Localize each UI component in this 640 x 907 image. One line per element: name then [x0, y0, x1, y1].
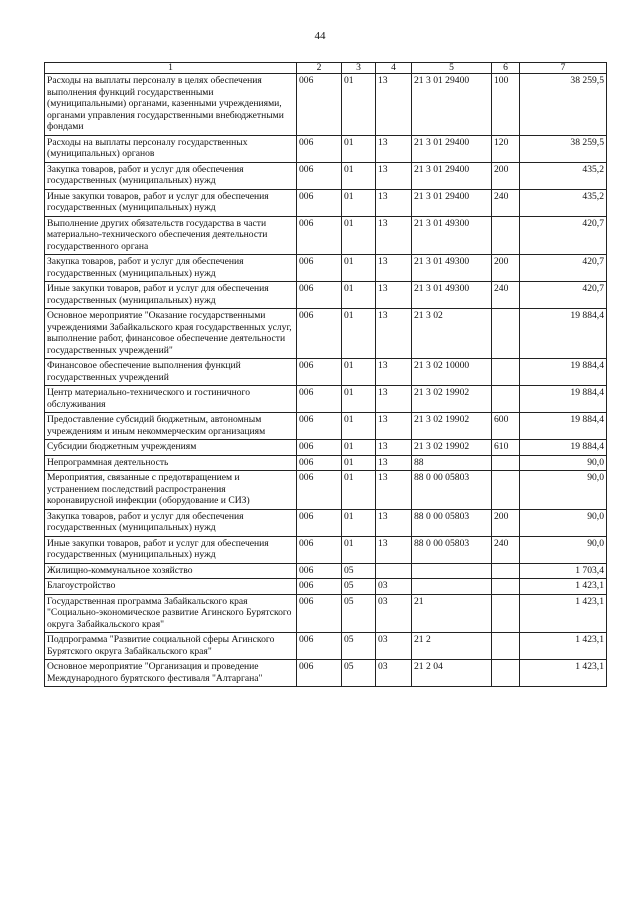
row-name-cell: Мероприятия, связанные с предотвращением и устранением последствий распространения коронавирусной инфекции (оборудование и СИЗ) — [45, 471, 297, 510]
row-subsection-cell: 13 — [376, 162, 412, 189]
table-row — [45, 579, 607, 595]
row-name-cell: Основное мероприятие "Оказание государственными учреждениями Забайкальского края государственных услуг, выполнение работ, финансовое обеспечение деятельности государственных учреждений" — [45, 309, 297, 359]
row-target-article-cell: 21 3 01 29400 — [412, 189, 492, 216]
row-section-cell: 05 — [342, 660, 376, 687]
table-row — [45, 216, 607, 255]
row-name-cell: Расходы на выплаты персоналу государственных (муниципальных) органов — [45, 135, 297, 162]
row-amount-cell: 90,0 — [520, 536, 607, 563]
row-grbs-cell: 006 — [297, 135, 342, 162]
row-subsection-cell: 03 — [376, 579, 412, 595]
row-amount-cell: 38 259,5 — [520, 74, 607, 136]
row-amount-cell: 420,7 — [520, 216, 607, 255]
row-target-article-cell: 21 3 01 29400 — [412, 74, 492, 136]
table-row — [45, 660, 607, 687]
row-subsection-cell: 13 — [376, 282, 412, 309]
row-name-cell: Закупка товаров, работ и услуг для обеспечения государственных (муниципальных) нужд — [45, 255, 297, 282]
table-row — [45, 386, 607, 413]
row-subsection-cell: 13 — [376, 359, 412, 386]
row-expense-type-cell — [492, 579, 520, 595]
row-subsection-cell: 13 — [376, 455, 412, 471]
row-name-cell: Непрограммная деятельность — [45, 455, 297, 471]
table-row — [45, 189, 607, 216]
row-target-article-cell: 21 3 01 49300 — [412, 255, 492, 282]
row-section-cell: 01 — [342, 471, 376, 510]
row-amount-cell: 19 884,4 — [520, 413, 607, 440]
row-section-cell: 01 — [342, 74, 376, 136]
budget-table — [44, 62, 607, 687]
row-target-article-cell: 21 2 04 — [412, 660, 492, 687]
row-amount-cell: 19 884,4 — [520, 359, 607, 386]
row-section-cell: 01 — [342, 189, 376, 216]
row-name-cell: Расходы на выплаты персоналу в целях обеспечения выполнения функций государственными (муниципальными) органами, казенными учреждениями, органами управления государственными внебюджетными фондами — [45, 74, 297, 136]
table-row — [45, 74, 607, 136]
row-amount-cell: 1 703,4 — [520, 563, 607, 579]
row-amount-cell: 90,0 — [520, 455, 607, 471]
table-row — [45, 455, 607, 471]
table-row — [45, 135, 607, 162]
row-section-cell: 05 — [342, 633, 376, 660]
row-expense-type-cell — [492, 471, 520, 510]
row-name-cell: Иные закупки товаров, работ и услуг для обеспечения государственных (муниципальных) нужд — [45, 189, 297, 216]
row-grbs-cell: 006 — [297, 282, 342, 309]
row-section-cell: 01 — [342, 309, 376, 359]
row-subsection-cell: 03 — [376, 633, 412, 660]
row-target-article-cell: 21 3 02 19902 — [412, 413, 492, 440]
row-subsection-cell: 13 — [376, 189, 412, 216]
row-name-cell: Основное мероприятие "Организация и проведение Международного бурятского фестиваля "Алтаргана" — [45, 660, 297, 687]
row-amount-cell: 435,2 — [520, 189, 607, 216]
row-grbs-cell: 006 — [297, 162, 342, 189]
row-target-article-cell: 21 — [412, 594, 492, 633]
row-grbs-cell: 006 — [297, 386, 342, 413]
row-section-cell: 01 — [342, 135, 376, 162]
row-name-cell: Подпрограмма "Развитие социальной сферы Агинского Бурятского округа Забайкальского края" — [45, 633, 297, 660]
row-amount-cell: 38 259,5 — [520, 135, 607, 162]
row-grbs-cell: 006 — [297, 509, 342, 536]
row-section-cell: 01 — [342, 386, 376, 413]
row-subsection-cell — [376, 563, 412, 579]
row-section-cell: 01 — [342, 440, 376, 456]
row-subsection-cell: 13 — [376, 536, 412, 563]
row-name-cell: Иные закупки товаров, работ и услуг для обеспечения государственных (муниципальных) нужд — [45, 282, 297, 309]
column-header-3: 3 — [342, 63, 376, 74]
row-section-cell: 05 — [342, 594, 376, 633]
table-row — [45, 440, 607, 456]
row-grbs-cell: 006 — [297, 216, 342, 255]
row-expense-type-cell — [492, 359, 520, 386]
row-expense-type-cell: 240 — [492, 189, 520, 216]
row-name-cell: Предоставление субсидий бюджетным, автономным учреждениям и иным некоммерческим организациям — [45, 413, 297, 440]
row-subsection-cell: 13 — [376, 440, 412, 456]
row-expense-type-cell: 600 — [492, 413, 520, 440]
row-subsection-cell: 13 — [376, 74, 412, 136]
table-row — [45, 359, 607, 386]
row-section-cell: 05 — [342, 579, 376, 595]
row-target-article-cell: 88 0 00 05803 — [412, 536, 492, 563]
row-subsection-cell: 13 — [376, 509, 412, 536]
row-target-article-cell: 21 3 01 49300 — [412, 282, 492, 309]
row-expense-type-cell — [492, 455, 520, 471]
row-target-article-cell: 88 0 00 05803 — [412, 509, 492, 536]
row-name-cell: Выполнение других обязательств государства в части материально-технического обеспечения деятельности государственного органа — [45, 216, 297, 255]
row-grbs-cell: 006 — [297, 440, 342, 456]
row-target-article-cell: 21 2 — [412, 633, 492, 660]
row-name-cell: Финансовое обеспечение выполнения функций государственных учреждений — [45, 359, 297, 386]
row-expense-type-cell: 200 — [492, 509, 520, 536]
row-target-article-cell: 21 3 01 29400 — [412, 162, 492, 189]
row-amount-cell: 1 423,1 — [520, 660, 607, 687]
row-subsection-cell: 13 — [376, 255, 412, 282]
row-subsection-cell: 13 — [376, 386, 412, 413]
row-expense-type-cell: 100 — [492, 74, 520, 136]
table-row — [45, 413, 607, 440]
table-row — [45, 633, 607, 660]
row-name-cell: Субсидии бюджетным учреждениям — [45, 440, 297, 456]
row-subsection-cell: 13 — [376, 309, 412, 359]
row-expense-type-cell — [492, 594, 520, 633]
row-target-article-cell — [412, 579, 492, 595]
row-section-cell: 01 — [342, 282, 376, 309]
row-target-article-cell: 21 3 02 19902 — [412, 440, 492, 456]
row-amount-cell: 90,0 — [520, 509, 607, 536]
row-grbs-cell: 006 — [297, 594, 342, 633]
row-grbs-cell: 006 — [297, 471, 342, 510]
row-grbs-cell: 006 — [297, 633, 342, 660]
row-expense-type-cell — [492, 563, 520, 579]
row-name-cell: Жилищно-коммунальное хозяйство — [45, 563, 297, 579]
row-expense-type-cell: 120 — [492, 135, 520, 162]
row-subsection-cell: 13 — [376, 471, 412, 510]
row-target-article-cell: 21 3 02 10000 — [412, 359, 492, 386]
row-grbs-cell: 006 — [297, 255, 342, 282]
column-header-7: 7 — [520, 63, 607, 74]
table-row — [45, 594, 607, 633]
row-grbs-cell: 006 — [297, 413, 342, 440]
row-grbs-cell: 006 — [297, 359, 342, 386]
row-name-cell: Закупка товаров, работ и услуг для обеспечения государственных (муниципальных) нужд — [45, 162, 297, 189]
row-expense-type-cell: 240 — [492, 536, 520, 563]
row-amount-cell: 19 884,4 — [520, 440, 607, 456]
row-grbs-cell: 006 — [297, 455, 342, 471]
row-section-cell: 01 — [342, 216, 376, 255]
table-row — [45, 563, 607, 579]
row-grbs-cell: 006 — [297, 563, 342, 579]
row-subsection-cell: 13 — [376, 135, 412, 162]
column-header-4: 4 — [376, 63, 412, 74]
header-row — [45, 63, 607, 74]
row-expense-type-cell — [492, 216, 520, 255]
column-header-5: 5 — [412, 63, 492, 74]
row-target-article-cell: 21 3 02 19902 — [412, 386, 492, 413]
row-amount-cell: 90,0 — [520, 471, 607, 510]
row-expense-type-cell — [492, 633, 520, 660]
row-section-cell: 01 — [342, 413, 376, 440]
row-amount-cell: 19 884,4 — [520, 309, 607, 359]
row-name-cell: Иные закупки товаров, работ и услуг для обеспечения государственных (муниципальных) нужд — [45, 536, 297, 563]
row-name-cell: Благоустройство — [45, 579, 297, 595]
row-grbs-cell: 006 — [297, 309, 342, 359]
row-name-cell: Центр материально-технического и гостиничного обслуживания — [45, 386, 297, 413]
table-row — [45, 471, 607, 510]
column-header-6: 6 — [492, 63, 520, 74]
row-expense-type-cell: 200 — [492, 162, 520, 189]
row-amount-cell: 19 884,4 — [520, 386, 607, 413]
row-amount-cell: 435,2 — [520, 162, 607, 189]
row-expense-type-cell — [492, 386, 520, 413]
row-grbs-cell: 006 — [297, 189, 342, 216]
row-target-article-cell — [412, 563, 492, 579]
column-header-2: 2 — [297, 63, 342, 74]
row-target-article-cell: 21 3 01 29400 — [412, 135, 492, 162]
row-subsection-cell: 03 — [376, 660, 412, 687]
table-row — [45, 162, 607, 189]
row-expense-type-cell: 200 — [492, 255, 520, 282]
row-grbs-cell: 006 — [297, 660, 342, 687]
table-row — [45, 282, 607, 309]
row-section-cell: 01 — [342, 162, 376, 189]
row-amount-cell: 420,7 — [520, 255, 607, 282]
row-expense-type-cell: 610 — [492, 440, 520, 456]
row-section-cell: 01 — [342, 509, 376, 536]
row-subsection-cell: 13 — [376, 413, 412, 440]
row-grbs-cell: 006 — [297, 579, 342, 595]
row-expense-type-cell — [492, 309, 520, 359]
row-target-article-cell: 21 3 02 — [412, 309, 492, 359]
row-name-cell: Закупка товаров, работ и услуг для обеспечения государственных (муниципальных) нужд — [45, 509, 297, 536]
row-amount-cell: 1 423,1 — [520, 594, 607, 633]
table-row — [45, 309, 607, 359]
table-row — [45, 255, 607, 282]
row-amount-cell: 1 423,1 — [520, 579, 607, 595]
page-number: 44 — [314, 30, 326, 42]
row-target-article-cell: 88 — [412, 455, 492, 471]
row-grbs-cell: 006 — [297, 536, 342, 563]
row-target-article-cell: 88 0 00 05803 — [412, 471, 492, 510]
row-subsection-cell: 03 — [376, 594, 412, 633]
row-name-cell: Государственная программа Забайкальского края "Социально-экономическое развитие Агинского Бурятского округа Забайкальского края" — [45, 594, 297, 633]
column-header-1: 1 — [45, 63, 297, 74]
table-row — [45, 536, 607, 563]
row-expense-type-cell — [492, 660, 520, 687]
row-section-cell: 05 — [342, 563, 376, 579]
table-row — [45, 509, 607, 536]
table-header — [45, 63, 607, 74]
row-section-cell: 01 — [342, 455, 376, 471]
row-expense-type-cell: 240 — [492, 282, 520, 309]
row-section-cell: 01 — [342, 359, 376, 386]
row-section-cell: 01 — [342, 255, 376, 282]
row-subsection-cell: 13 — [376, 216, 412, 255]
table-body — [45, 74, 607, 687]
row-grbs-cell: 006 — [297, 74, 342, 136]
row-amount-cell: 420,7 — [520, 282, 607, 309]
row-amount-cell: 1 423,1 — [520, 633, 607, 660]
row-target-article-cell: 21 3 01 49300 — [412, 216, 492, 255]
row-section-cell: 01 — [342, 536, 376, 563]
